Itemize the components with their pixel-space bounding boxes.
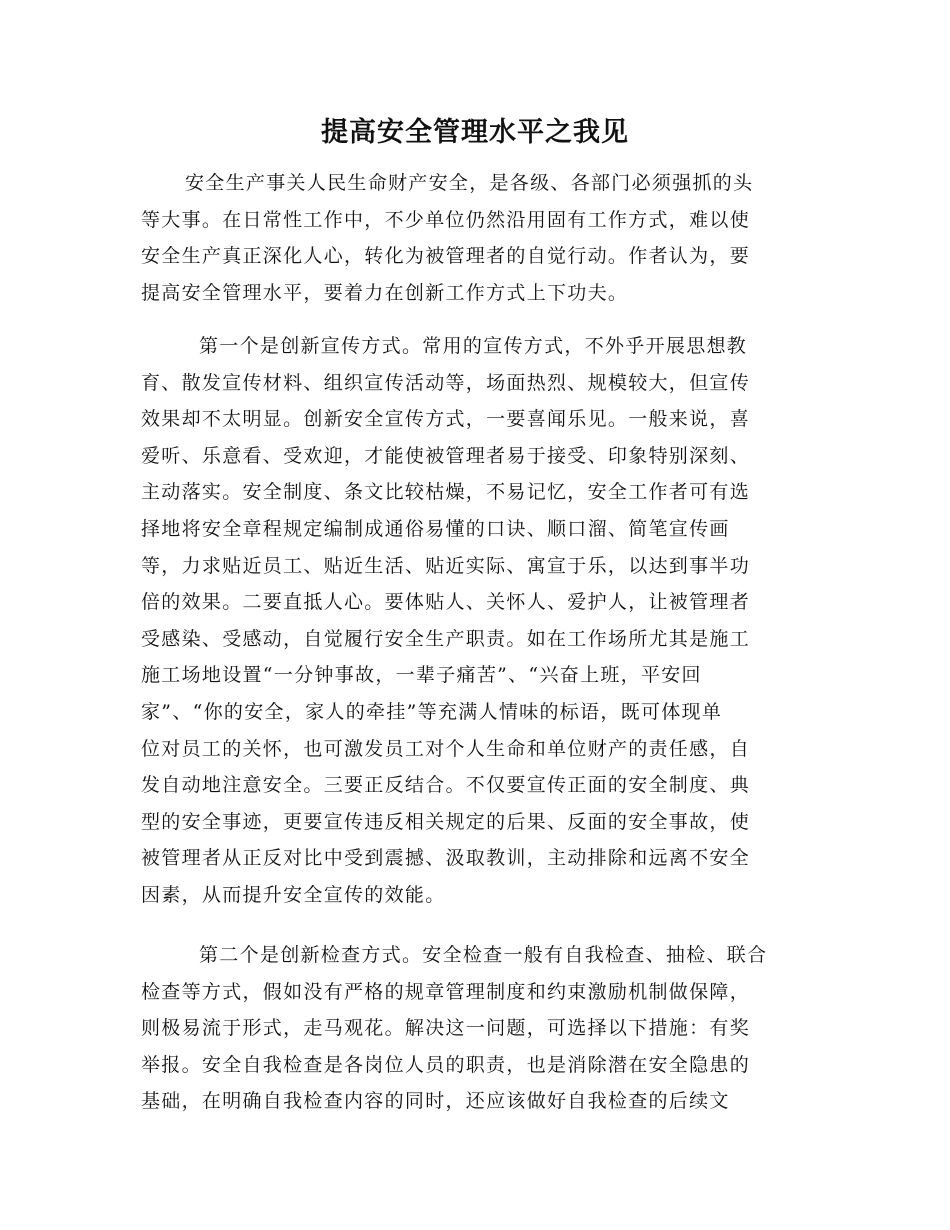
paragraph-line: 择地将安全章程规定编制成通俗易懂的口诀、顺口溜、简笔宣传画 [141, 517, 730, 540]
paragraph-line: 则极易流于形式，走马观花。解决这一问题，可选择以下措施：有奖 [141, 1017, 751, 1040]
paragraph-line: 安全生产真正深化人心，转化为被管理者的自觉行动。作者认为，要 [141, 245, 751, 268]
paragraph-line: 施工场地设置“一分钟事故，一辈子痛苦”、“兴奋上班，平安回 [141, 664, 702, 687]
paragraph-line: 因素，从而提升安全宣传的效能。 [141, 883, 446, 906]
paragraph-line: 第一个是创新宣传方式。常用的宣传方式，不外乎开展思想教 [199, 335, 748, 357]
paragraph-line: 基础，在明确自我检查内容的同时，还应该做好自我检查的后续文 [141, 1090, 730, 1113]
paragraph-line: 育、散发宣传材料、组织宣传活动等，场面热烈、规模较大，但宣传 [141, 371, 751, 394]
paragraph-line: 位对员工的关怀，也可激发员工对个人生命和单位财产的责任感，自 [141, 737, 751, 760]
paragraph-line: 第二个是创新检查方式。安全检查一般有自我检查、抽检、联合 [199, 944, 768, 966]
paragraph-line: 等，力求贴近员工、贴近生活、贴近实际、寓宣于乐，以达到事半功 [141, 554, 751, 577]
paragraph-line: 爱听、乐意看、受欢迎，才能使被管理者易于接受、印象特别深刻、 [141, 444, 751, 467]
paragraph-line: 主动落实。安全制度、条文比较枯燥，不易记忆，安全工作者可有选 [141, 481, 751, 504]
paragraph-line: 举报。安全自我检查是各岗位人员的职责，也是消除潜在安全隐患的 [141, 1053, 751, 1076]
paragraph-line: 等大事。在日常性工作中，不少单位仍然沿用固有工作方式，难以使 [141, 208, 751, 231]
paragraph-line: 家”、“你的安全，家人的牵挂”等充满人情味的标语，既可体现单 [141, 700, 723, 723]
paragraph-publicity [141, 328, 813, 914]
paragraph-line: 发自动地注意安全。三要正反结合。不仅要宣传正面的安全制度、典 [141, 774, 751, 797]
paragraph-line: 被管理者从正反对比中受到震撼、汲取教训，主动排除和远离不安全 [141, 847, 751, 870]
paragraph-line: 安全生产事关人民生命财产安全，是各级、各部门必须强抓的头 [185, 172, 754, 194]
paragraph-line: 效果却不太明显。创新安全宣传方式，一要喜闻乐见。一般来说，喜 [141, 408, 751, 431]
paragraph-line: 倍的效果。二要直抵人心。要体贴人、关怀人、爱护人，让被管理者 [141, 591, 751, 614]
paragraph-line: 受感染、受感动，自觉履行安全生产职责。如在工作场所尤其是施工 [141, 627, 751, 650]
paragraph-inspection [141, 937, 813, 1120]
document-title: 提高安全管理水平之我见 [321, 117, 629, 148]
paragraph-intro [141, 165, 813, 311]
paragraph-line: 检查等方式，假如没有严格的规章管理制度和约束激励机制做保障， [141, 980, 751, 1003]
paragraph-line: 型的安全事迹，更要宣传违反相关规定的后果、反面的安全事故，使 [141, 810, 751, 833]
paragraph-line: 提高安全管理水平，要着力在创新工作方式上下功夫。 [141, 281, 629, 304]
